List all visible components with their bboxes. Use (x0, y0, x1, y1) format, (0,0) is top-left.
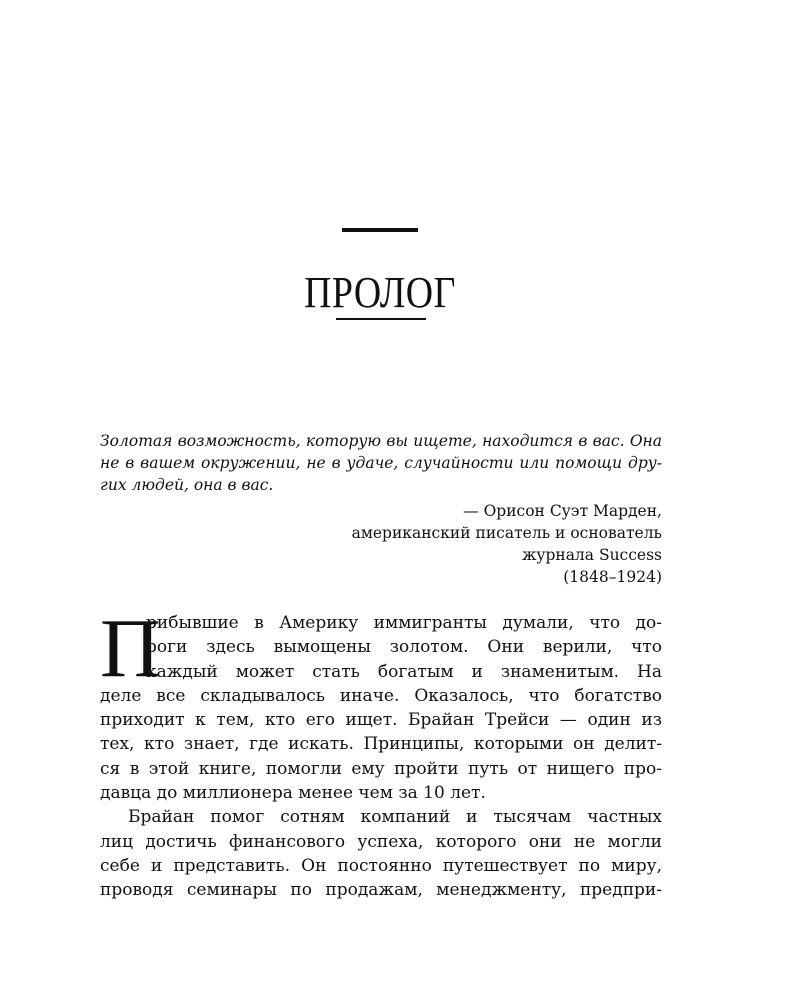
attribution-description: американский писатель и основатель (351, 524, 662, 542)
epigraph-line: не в вашем окружении, не в удаче, случайности или помощи дру- (100, 454, 662, 472)
paragraph-line: тех, кто знает, где искать. Принципы, которыми он делит- (100, 734, 662, 755)
epigraph-line: гих людей, она в вас. (100, 476, 274, 494)
paragraph-line: лиц достичь финансового успеха, которого они не могли (100, 831, 662, 852)
paragraph-line: проводя семинары по продажам, менеджменту, предпри- (100, 880, 662, 901)
chapter-title: ПРОЛОГ (304, 268, 456, 317)
paragraph-line: давца до миллионера менее чем за 10 лет. (100, 783, 486, 804)
paragraph-line: ся в этой книге, помогли ему пройти путь от нищего про- (100, 758, 662, 779)
paragraph-line: рибывшие в Америку иммигранты думали, что до- (146, 613, 662, 633)
attribution-author: — Орисон Суэт Марден, (463, 502, 662, 520)
paragraph-line: роги здесь вымощены золотом. Они верили, что (146, 637, 662, 658)
epigraph-line: Золотая возможность, которую вы ищете, находится в вас. Она (100, 432, 662, 450)
body-text (100, 602, 662, 903)
paragraph-line: деле все складывалось иначе. Оказалось, что богатство (100, 685, 662, 706)
paragraph (100, 805, 662, 902)
epigraph (100, 430, 662, 588)
paragraph-line: Брайан помог сотням компаний и тысячам частных (128, 807, 662, 828)
dropcap-letter: П (100, 602, 161, 695)
epigraph-attribution (100, 500, 662, 588)
paragraph (100, 602, 662, 805)
attribution-description: журнала Success (522, 546, 662, 564)
paragraph-line: себе и представить. Он постоянно путешествует по миру, (100, 855, 662, 876)
paragraph-line: каждый может стать богатым и знаменитым. На (146, 661, 662, 682)
epigraph-quote (100, 430, 662, 496)
attribution-years: (1848–1924) (563, 568, 662, 586)
paragraph-line: приходит к тем, кто его ищет. Брайан Трейси — один из (100, 710, 662, 731)
chapter-title-underline (336, 318, 426, 320)
chapter-top-rule (342, 228, 418, 232)
